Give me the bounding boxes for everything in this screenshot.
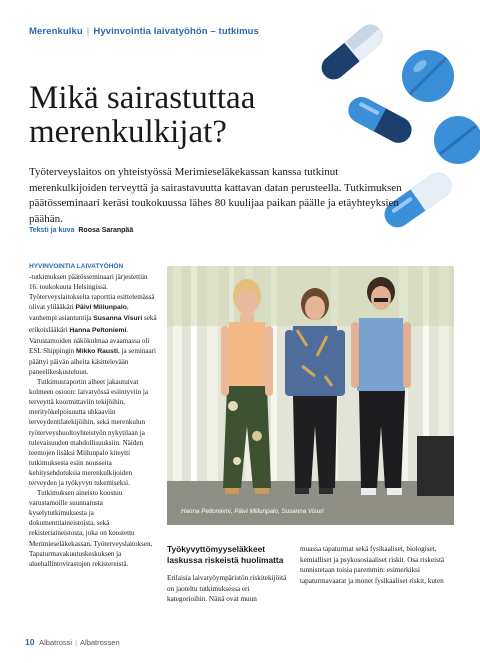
body-column-2: Erilaisia laivatyöympäristön riskitekijöitä on jaoteltu tutkimuksessa eri kategorioihin. Näitä ovat muun bbox=[167, 574, 287, 604]
article-lead: Työterveyslaitos on yhteistyössä Merimieseläkekassan kanssa tutkinut merenkulkijoiden terveyttä ja sairastavuutta kattavan datan perusteella. Tutkimuksen päätösseminaari keräsi toukokuussa lähes 80 kuulijaa paikan päälle ja etäyhteyksien päähän. bbox=[29, 166, 402, 225]
person-name: Hanna Peltoniemi bbox=[69, 326, 127, 334]
capsule-pill-icon bbox=[317, 20, 388, 85]
person-name: Mikko Rausti bbox=[76, 347, 118, 355]
body-text: . Varustamoiden näkökulmaa avaamassa oli ESL Shippingin bbox=[29, 325, 150, 355]
subheading: Työkyvyttömyyseläkkeet laskussa riskeistä huolimatta bbox=[167, 544, 284, 565]
magazine-name-swedish: Albatrossen bbox=[80, 638, 120, 647]
header-separator: | bbox=[86, 26, 90, 37]
body-text: , vanhempi asiantuntija bbox=[29, 303, 129, 323]
body-paragraph: Tutkimusraportin aiheet jakautuivat kolmeen osioon: laivatyössä esiintyviin ja terveyttä kuormittaviin tekijöihin, merityökelpoisuutta uhkaaviin terveydentilatekijöihin, sekä merenkulun työterveyshuoltoyhteistyön nykytilaan ja tulevaisuuden mahdollisuuksiin. Näiden teemojen lisäksi Miilunpalo kiteytti tutkimuksesta esiin nousseita kehitysehdotuksia merenkulkijoiden terveyden ja työkyvyn tukemiseksi. bbox=[29, 378, 149, 487]
byline-author: Roosa Saranpää bbox=[78, 227, 134, 234]
body-paragraph bbox=[29, 262, 157, 377]
article-photo bbox=[167, 266, 454, 525]
body-column-3: muassa tapaturmat sekä fysikaaliset, biologiset, kemialliset ja psykososiaaliset riskit. Osa riskeistä tunnistetaan toisia paremmin: esimerkiksi tapaturmavaarat ja monet fysikaaliset riskit, kuten bbox=[300, 545, 445, 585]
byline-label: Teksti ja kuva bbox=[29, 227, 75, 234]
round-tablet-icon bbox=[402, 50, 454, 102]
page-number: 10 bbox=[25, 637, 35, 647]
section-label: Merenkulku bbox=[29, 26, 83, 37]
round-tablet-icon bbox=[434, 116, 480, 164]
capsule-pill-icon bbox=[344, 93, 416, 148]
body-paragraph: Tutkimuksen aineisto koostuu varustamoille suunnatusta kyselytutkimuksesta ja dokumenttiaineistoista, sekä rekisteriaineistosta, joka on koostettu Merimieseläkekassan, Työterveyslaitoksen, Tapaturmavakuutuskeskuksen ja aluehallintovirastojen rekistereistä. bbox=[29, 489, 153, 568]
body-column-1 bbox=[29, 262, 157, 569]
footer-separator: | bbox=[75, 638, 78, 647]
byline bbox=[29, 227, 133, 234]
body-kicker: HYVINVOINTIA LAIVATYÖHÖN bbox=[29, 263, 124, 270]
magazine-name: Albatrossi bbox=[39, 638, 73, 647]
body-text: sekä erikoislääkäri bbox=[29, 314, 157, 334]
body-text: -tutkimuksen päätösseminaari järjestettiin 16. toukokuuta Helsingissä. Työterveyslaitokselta raporttia esittelemässä olivat ylilääkäri bbox=[29, 273, 155, 312]
section-header bbox=[29, 26, 259, 37]
photo-image bbox=[167, 266, 454, 525]
body-text: , ja seminaari päättyi päivän aiheita käsittelevään paneelikeskusteluun. bbox=[29, 346, 156, 376]
photo-caption: Hanna Peltoniemi, Päivi Miilunpalo, Susanna Visuri bbox=[181, 508, 324, 515]
topic-label: Hyvinvointia laivatyöhön – tutkimus bbox=[93, 26, 259, 37]
article-title: Mikä sairastuttaa merenkulkijat? bbox=[29, 80, 256, 150]
page-footer bbox=[25, 637, 120, 647]
person-name: Päivi Miilunpalo bbox=[75, 304, 127, 312]
person-name: Susanna Visuri bbox=[93, 315, 143, 323]
